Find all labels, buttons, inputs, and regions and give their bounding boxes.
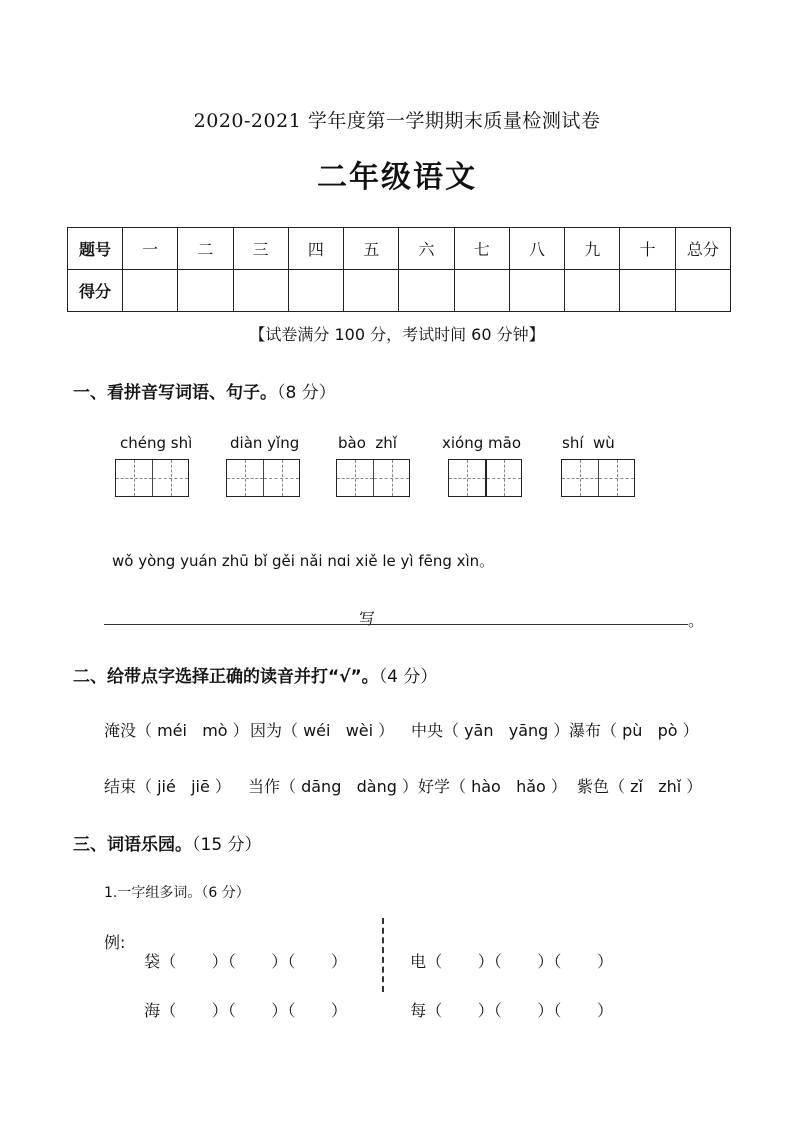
reading-choice-8[interactable]: 紫色（ zǐ zhǐ ）: [577, 777, 703, 796]
pinyin-word-3: bào zhǐ: [338, 434, 397, 452]
grid-cell: [449, 460, 485, 496]
sentence-line-end: 。: [688, 611, 705, 630]
reading-choice-5[interactable]: 结束（ jié jiē ）: [104, 777, 231, 796]
char-row-1: [134, 930, 347, 972]
sentence-writing-line[interactable]: [104, 624, 688, 625]
score-col: 二: [178, 228, 233, 270]
grid-cell: [485, 460, 521, 496]
section-1-points: （8 分）: [277, 383, 336, 403]
pinyin-word-4: xióng māo: [442, 434, 521, 452]
char-row-3: [400, 930, 613, 972]
score-row-label: 得分: [68, 270, 123, 312]
sentence-pinyin: wǒ yòng yuán zhū bǐ gěi nǎi nɑi xiě le yì fēng xìn。: [112, 552, 495, 570]
writing-grid-5[interactable]: [561, 459, 635, 497]
blank[interactable]: （ ）: [287, 1001, 348, 1020]
writing-grid-3[interactable]: [336, 459, 410, 497]
grid-cell: [337, 460, 373, 496]
score-table-score-row: [68, 270, 731, 312]
score-cell[interactable]: [233, 270, 288, 312]
grid-cell: [116, 460, 152, 496]
char-dian: 电: [410, 952, 427, 971]
char-mei: 每: [410, 1001, 427, 1020]
char-row-2: [134, 979, 347, 1021]
score-col: 八: [509, 228, 564, 270]
score-col: 一: [123, 228, 178, 270]
score-cell[interactable]: [178, 270, 233, 312]
subquestion-1: 1.一字组多词。（6 分）: [104, 885, 250, 901]
exam-note: 【试卷满分 100 分，考试时间 60 分钟】: [249, 325, 545, 344]
score-cell[interactable]: [344, 270, 399, 312]
reading-choice-6[interactable]: 当作（ dāng dàng ）: [248, 777, 418, 796]
grid-cell: [562, 460, 598, 496]
blank[interactable]: （ ）: [227, 1001, 288, 1020]
grid-cell: [373, 460, 409, 496]
blank[interactable]: （ ）: [493, 1001, 554, 1020]
column-divider: [382, 918, 384, 992]
blank[interactable]: （ ）: [426, 952, 494, 971]
score-cell[interactable]: [509, 270, 564, 312]
char-dai: 袋: [144, 952, 161, 971]
grid-cell: [152, 460, 188, 496]
score-col: 六: [399, 228, 454, 270]
grid-cell: [263, 460, 299, 496]
reading-choice-1[interactable]: 淹没（ méi mò ）: [104, 721, 249, 740]
reading-choice-3[interactable]: 中央（ yān yāng ）: [411, 721, 570, 740]
grid-cell: [227, 460, 263, 496]
char-row-4: [400, 979, 613, 1021]
score-col: 七: [454, 228, 509, 270]
section-1-heading: [73, 378, 336, 403]
score-cell[interactable]: [620, 270, 675, 312]
blank[interactable]: （ ）: [227, 952, 288, 971]
score-col: 五: [344, 228, 399, 270]
score-table: [67, 227, 731, 312]
writing-grid-4[interactable]: [448, 459, 522, 497]
blank[interactable]: （ ）: [553, 952, 614, 971]
reading-choice-7[interactable]: 好学（ hào hǎo ）: [418, 777, 567, 796]
score-cell[interactable]: [288, 270, 343, 312]
score-col: 九: [565, 228, 620, 270]
score-cell[interactable]: [565, 270, 620, 312]
score-cell[interactable]: [123, 270, 178, 312]
blank[interactable]: （ ）: [160, 952, 228, 971]
example-label: 例:: [104, 933, 126, 952]
score-cell[interactable]: [675, 270, 730, 312]
section-3-points: （15 分）: [192, 835, 262, 855]
score-col: 十: [620, 228, 675, 270]
pinyin-word-5: shí wù: [562, 434, 615, 452]
blank[interactable]: （ ）: [426, 1001, 494, 1020]
blank[interactable]: （ ）: [160, 1001, 228, 1020]
blank[interactable]: （ ）: [493, 952, 554, 971]
section-1-title: 一、看拼音写词语、句子。: [73, 383, 277, 403]
blank[interactable]: （ ）: [553, 1001, 614, 1020]
score-col: 三: [233, 228, 288, 270]
pinyin-word-1: chéng shì: [120, 434, 193, 452]
exam-subtitle: 2020-2021 学年度第一学期期末质量检测试卷: [193, 110, 601, 132]
writing-grid-1[interactable]: [115, 459, 189, 497]
score-table-header-row: [68, 228, 731, 270]
section-2-heading: [73, 662, 437, 687]
writing-grid-2[interactable]: [226, 459, 300, 497]
score-col: 总分: [675, 228, 730, 270]
exam-title: 二年级语文: [317, 160, 477, 195]
section-3-title: 三、词语乐园。: [73, 835, 192, 855]
blank[interactable]: （ ）: [287, 952, 348, 971]
score-cell[interactable]: [399, 270, 454, 312]
reading-choice-2[interactable]: 因为（ wéi wèi ）: [250, 721, 395, 740]
score-col: 四: [288, 228, 343, 270]
score-cell[interactable]: [454, 270, 509, 312]
pinyin-word-2: diàn yǐng: [230, 434, 300, 452]
reading-choice-4[interactable]: 瀑布（ pù pò ）: [569, 721, 699, 740]
char-hai: 海: [144, 1001, 161, 1020]
score-table-label: 题号: [68, 228, 123, 270]
section-3-heading: [73, 830, 262, 855]
sentence-line-char: 写: [359, 609, 376, 628]
section-2-title: 二、给带点字选择正确的读音并打“√”。: [73, 667, 379, 687]
grid-cell: [598, 460, 634, 496]
section-2-points: （4 分）: [378, 667, 438, 687]
